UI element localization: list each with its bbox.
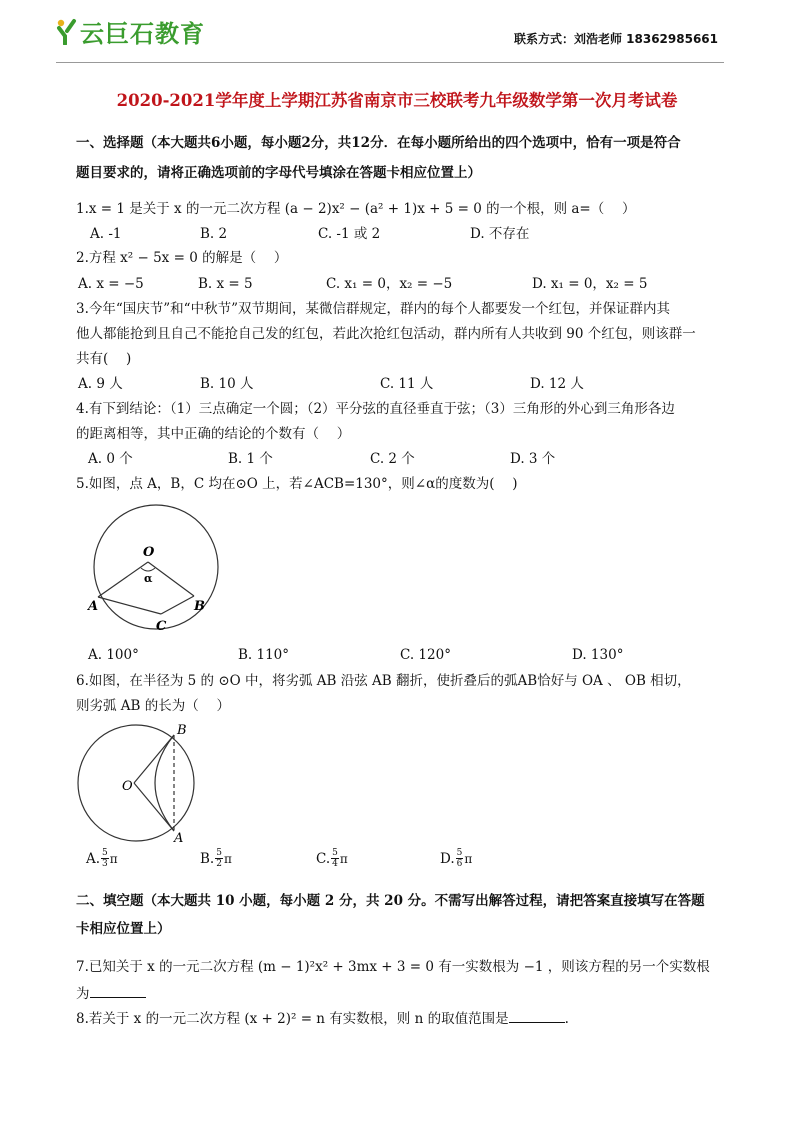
q3-option-b: B. 10 人 <box>200 376 254 392</box>
q8-answer-blank <box>509 1008 565 1023</box>
q4-option-a: A. 0 个 <box>88 451 133 467</box>
q7-answer-blank <box>90 983 146 998</box>
q4-line1: 4.有下到结论：（1）三点确定一个圆；（2）平分弦的直径垂直于弦；（3）三角形的外心到三角形各边 <box>76 401 675 417</box>
q6-option-d: D. 5 6 π <box>440 848 473 869</box>
q6-line2: 则劣弧 AB 的长为（ ） <box>76 698 231 714</box>
q5-option-d: D. 130° <box>572 647 624 663</box>
q3-option-a: A. 9 人 <box>78 376 123 392</box>
q4-line2: 的距离相等，其中正确的结论的个数有（ ） <box>76 426 351 442</box>
logo-text: 云巨石教育 <box>80 19 205 48</box>
q6-option-b: B. 5 2 π <box>200 848 232 869</box>
page-title: 2020-2021学年度上学期江苏省南京市三校联考九年级数学第一次月考试卷 <box>116 91 678 110</box>
contact-info: 联系方式：刘浩老师 18362985661 <box>513 32 718 46</box>
section1-heading-line2: 题目要求的，请将正确选项前的字母代号填涂在答题卡相应位置上） <box>76 165 481 181</box>
q2-stem: 2.方程 x² − 5x = 0 的解是（ ） <box>76 250 288 266</box>
q7-line1: 7.已知关于 x 的一元二次方程 (m − 1)²x² + 3mx + 3 = 0 有一实数根为 −1 ，则该方程的另一个实数根 <box>76 959 710 975</box>
q1-option-a: A. -1 <box>90 226 122 242</box>
q2-option-b: B. x = 5 <box>198 276 253 292</box>
q4-option-c: C. 2 个 <box>370 451 415 467</box>
section2-heading-line1: 二、填空题（本大题共 10 小题，每小题 2 分，共 20 分。不需写出解答过程，请把答案直接填写在答题 <box>76 893 705 909</box>
section1-heading-line1: 一、选择题（本大题共6小题，每小题2分，共12分．在每小题所给出的四个选项中，恰有一项是符合 <box>76 135 681 151</box>
q5-line-OB <box>148 562 194 596</box>
q1-option-b: B. 2 <box>200 226 228 242</box>
q3-line1: 3.今年“国庆节”和“中秋节”双节期间，某微信群规定，群内的每个人都要发一个红包，并保证群内其 <box>76 301 670 317</box>
q6-line1: 6.如图，在半径为 5 的 ⊙O 中，将劣弧 AB 沿弦 AB 翻折，使折叠后的弧AB恰好与 OA 、 OB 相切， <box>76 673 691 689</box>
q3-option-d: D. 12 人 <box>530 376 584 392</box>
q6-option-a: A. 5 3 π <box>86 848 118 869</box>
q5-label-O: O <box>143 545 155 560</box>
q1-option-c: C. -1 或 2 <box>318 226 381 242</box>
q3-line2: 他人都能抢到且自己不能抢自己发的红包，若此次抢红包活动，群内所有人共收到 90 个红包，则该群一 <box>76 326 696 342</box>
q2-option-c: C. x₁ = 0，x₂ = −5 <box>326 276 453 292</box>
q6-label-A: A <box>174 831 184 844</box>
q5-figure <box>86 502 226 634</box>
q5-option-c: C. 120° <box>400 647 451 663</box>
q6-line-OA <box>134 783 174 831</box>
q5-option-a: A. 100° <box>88 647 139 663</box>
q5-stem: 5.如图，点 A，B，C 均在⊙O 上，若∠ACB=130°，则∠α的度数为( ) <box>76 476 518 492</box>
q5-line-BC <box>161 596 194 614</box>
q6-circle <box>78 725 194 841</box>
q5-line-OA <box>98 562 148 597</box>
q4-option-b: B. 1 个 <box>228 451 273 467</box>
q6-option-c: C. 5 4 π <box>316 848 348 869</box>
q7-line2: 为 <box>76 983 146 1003</box>
q6-label-B: B <box>177 723 187 738</box>
q4-option-d: D. 3 个 <box>510 451 556 467</box>
logo-mark-icon <box>56 17 78 45</box>
q8-line: 8.若关于 x 的一元二次方程 (x + 2)² = n 有实数根，则 n 的取值范围是 . <box>76 1008 569 1028</box>
q5-label-alpha: α <box>144 572 153 585</box>
q3-option-c: C. 11 人 <box>380 376 434 392</box>
q5-option-b: B. 110° <box>238 647 290 663</box>
logo <box>56 14 205 48</box>
q6-line-OB <box>134 735 174 783</box>
q6-folded-arc <box>155 735 174 831</box>
q6-label-O: O <box>122 779 133 794</box>
q1-stem: 1.x = 1 是关于 x 的一元二次方程 (a − 2)x² − (a² + 1)x + 5 = 0 的一个根，则 a=（ ） <box>76 201 636 217</box>
q3-line3: 共有( ) <box>76 351 132 367</box>
section2-heading-line2: 卡相应位置上） <box>76 921 171 937</box>
q2-option-d: D. x₁ = 0，x₂ = 5 <box>532 276 648 292</box>
q5-angle-arc <box>141 568 155 571</box>
q6-figure <box>74 720 204 844</box>
header-divider <box>56 62 724 63</box>
q2-option-a: A. x = −5 <box>78 276 144 292</box>
q5-label-C: C <box>156 619 167 634</box>
q5-label-B: B <box>194 599 205 614</box>
q1-option-d: D. 不存在 <box>470 226 530 242</box>
q5-label-A: A <box>88 599 99 614</box>
